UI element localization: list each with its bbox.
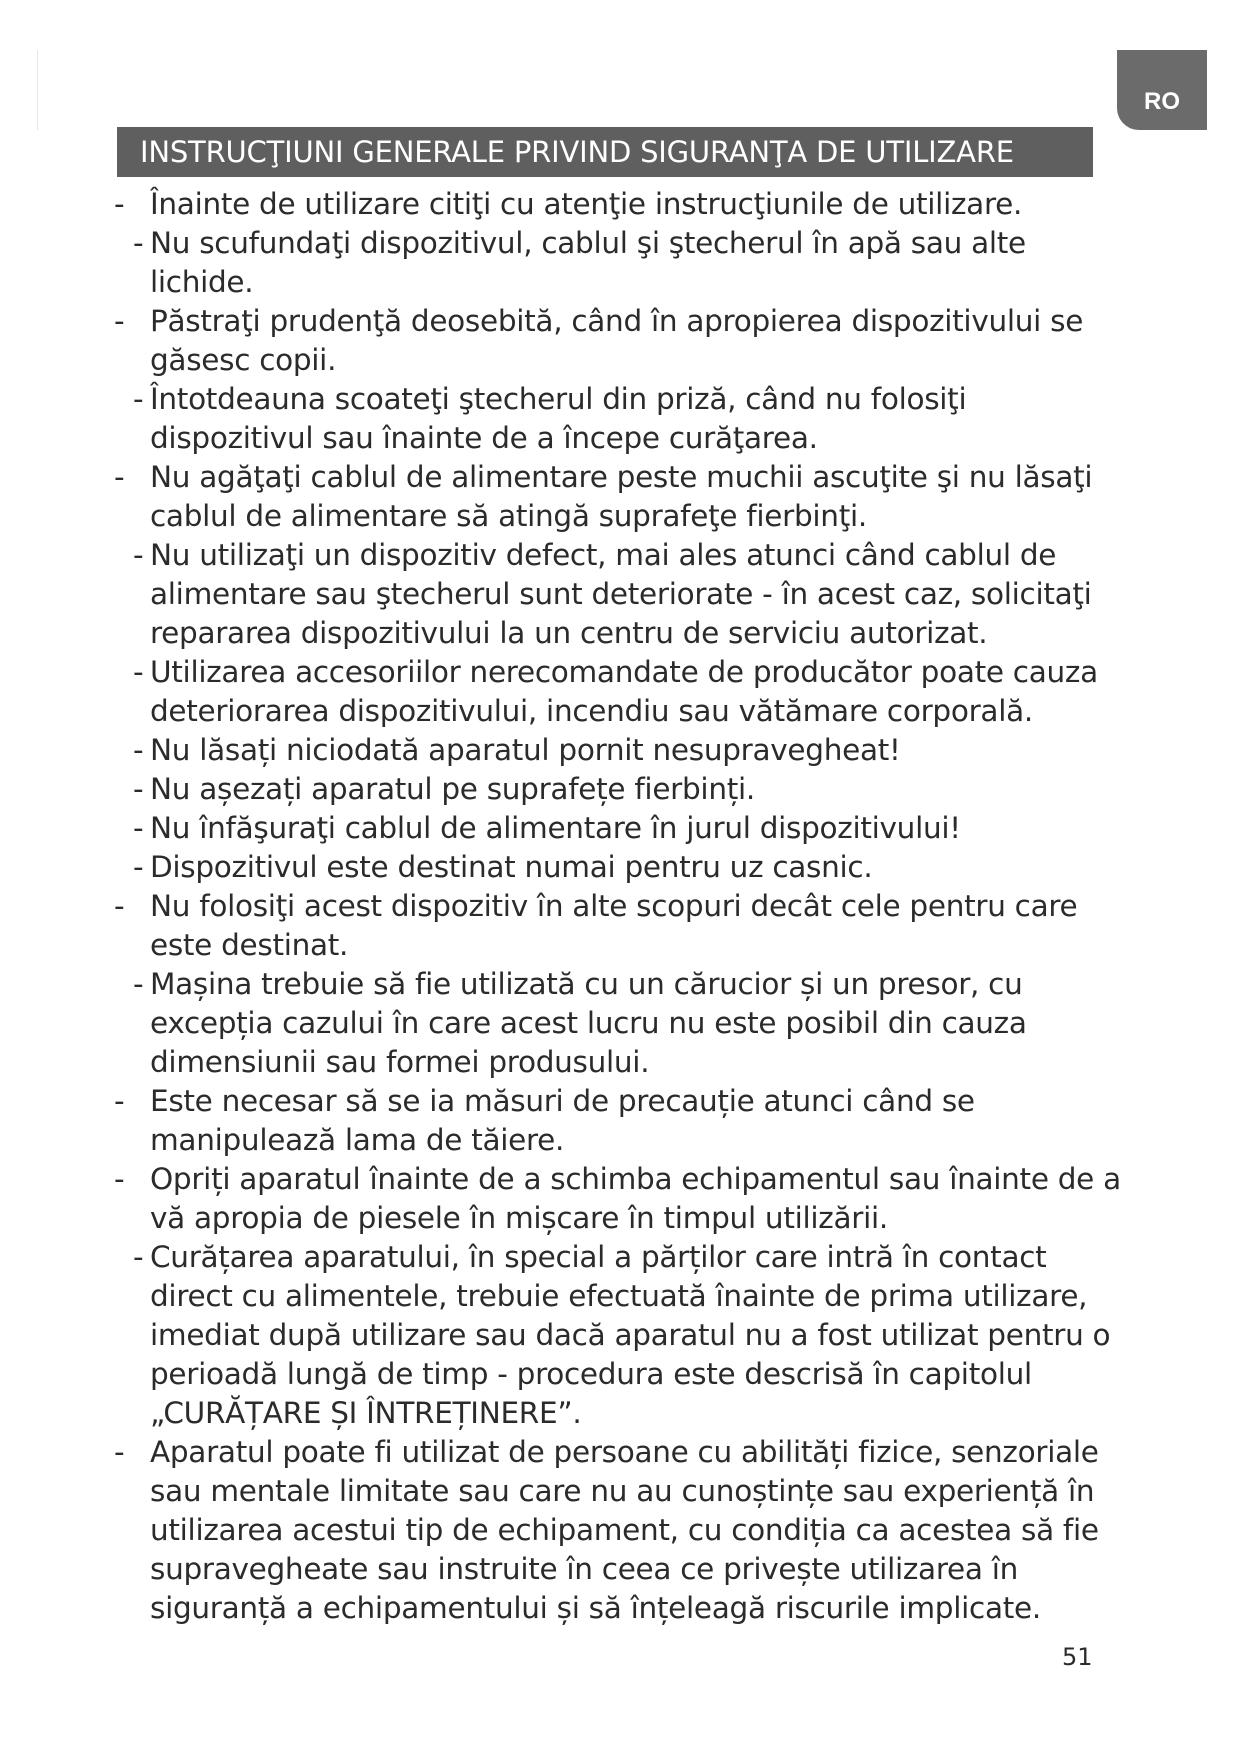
list-item-text: Întotdeauna scoateţi ştecherul din priză, când nu folosiţi dispozitivul sau înainte de a începe curăţarea. <box>150 382 967 455</box>
bullet-dash: - <box>114 1435 125 1469</box>
list-item <box>114 965 1124 1082</box>
list-item <box>114 1160 1124 1238</box>
list-item-text: Nu lăsați niciodată aparatul pornit nesupravegheat! <box>150 733 901 767</box>
list-item-text: Dispozitivul este destinat numai pentru uz casnic. <box>150 850 873 884</box>
bullet-dash: - <box>114 889 125 923</box>
safety-instructions-list <box>114 185 1124 1628</box>
list-item <box>114 1433 1124 1628</box>
bullet-dash: - <box>114 1162 125 1196</box>
list-item-text: Curățarea aparatului, în special a părților care intră în contact direct cu alimentele, trebuie efectuată înainte de prima utilizare, imediat după utilizare sau dacă aparatul nu a fost utilizat pentru o perioadă lungă de timp - procedura este descrisă în capitolul „CURĂȚARE ȘI ÎNTREȚINERE”. <box>150 1240 1111 1430</box>
list-item <box>114 887 1124 965</box>
list-item-text: Mașina trebuie să fie utilizată cu un cărucior și un presor, cu excepția cazului în care acest lucru nu este posibil din cauza dimensiunii sau formei produsului. <box>150 967 1027 1079</box>
list-item <box>114 809 1124 848</box>
bullet-dash: - <box>133 850 144 884</box>
section-title: INSTRUCŢIUNI GENERALE PRIVIND SIGURANŢA DE UTILIZARE <box>117 127 1093 177</box>
list-item <box>114 731 1124 770</box>
bullet-dash: - <box>133 733 144 767</box>
list-item-text: Aparatul poate fi utilizat de persoane cu abilități fizice, senzoriale sau mentale limitate sau care nu au cunoștințe sau experiență în utilizarea acestui tip de echipament, cu condiția ca acestea să fie supravegheate sau instruite în ceea ce privește utilizarea în siguranță a echipamentului și să înțeleagă riscurile implicate. <box>150 1435 1099 1625</box>
bullet-dash: - <box>133 226 144 260</box>
bullet-dash: - <box>114 187 125 221</box>
list-item <box>114 380 1124 458</box>
list-item-text: Înainte de utilizare citiţi cu atenţie instrucţiunile de utilizare. <box>150 187 1023 221</box>
bullet-dash: - <box>114 460 125 494</box>
list-item <box>114 185 1124 224</box>
list-item <box>114 848 1124 887</box>
list-item-text: Nu înfăşuraţi cablul de alimentare în jurul dispozitivului! <box>150 811 961 845</box>
list-item <box>114 302 1124 380</box>
bullet-dash: - <box>133 811 144 845</box>
bullet-dash: - <box>133 967 144 1001</box>
list-item <box>114 224 1124 302</box>
list-item-text: Păstraţi prudenţă deosebită, când în apropierea dispozitivului se găsesc copii. <box>150 304 1084 377</box>
bullet-dash: - <box>114 304 125 338</box>
list-item <box>114 536 1124 653</box>
list-item-text: Opriți aparatul înainte de a schimba echipamentul sau înainte de a vă apropia de piesele în mișcare în timpul utilizării. <box>150 1162 1121 1235</box>
list-item-text: Utilizarea accesoriilor nerecomandate de producător poate cauza deteriorarea dispozitivului, incendiu sau vătămare corporală. <box>150 655 1098 728</box>
margin-line <box>37 50 38 130</box>
list-item <box>114 653 1124 731</box>
bullet-dash: - <box>133 772 144 806</box>
list-item <box>114 1238 1124 1433</box>
bullet-dash: - <box>114 1084 125 1118</box>
page-number: 51 <box>1062 1643 1093 1671</box>
list-item <box>114 1082 1124 1160</box>
list-item-text: Nu agăţaţi cablul de alimentare peste muchii ascuţite şi nu lăsaţi cablul de alimentare să atingă suprafeţe fierbinţi. <box>150 460 1093 533</box>
bullet-dash: - <box>133 1240 144 1274</box>
list-item-text: Este necesar să se ia măsuri de precauție atunci când se manipulează lama de tăiere. <box>150 1084 975 1157</box>
list-item <box>114 458 1124 536</box>
list-item-text: Nu utilizaţi un dispozitiv defect, mai ales atunci când cablul de alimentare sau ştecherul sunt deteriorate - în acest caz, solicitaţi repararea dispozitivului la un centru de serviciu autorizat. <box>150 538 1092 650</box>
list-item-text: Nu așezați aparatul pe suprafețe fierbinți. <box>150 772 755 806</box>
bullet-dash: - <box>133 538 144 572</box>
list-item <box>114 770 1124 809</box>
language-tab: RO <box>1117 50 1207 130</box>
bullet-dash: - <box>133 382 144 416</box>
list-item-text: Nu scufundaţi dispozitivul, cablul şi ştecherul în apă sau alte lichide. <box>150 226 1026 299</box>
bullet-dash: - <box>133 655 144 689</box>
list-item-text: Nu folosiţi acest dispozitiv în alte scopuri decât cele pentru care este destinat. <box>150 889 1078 962</box>
